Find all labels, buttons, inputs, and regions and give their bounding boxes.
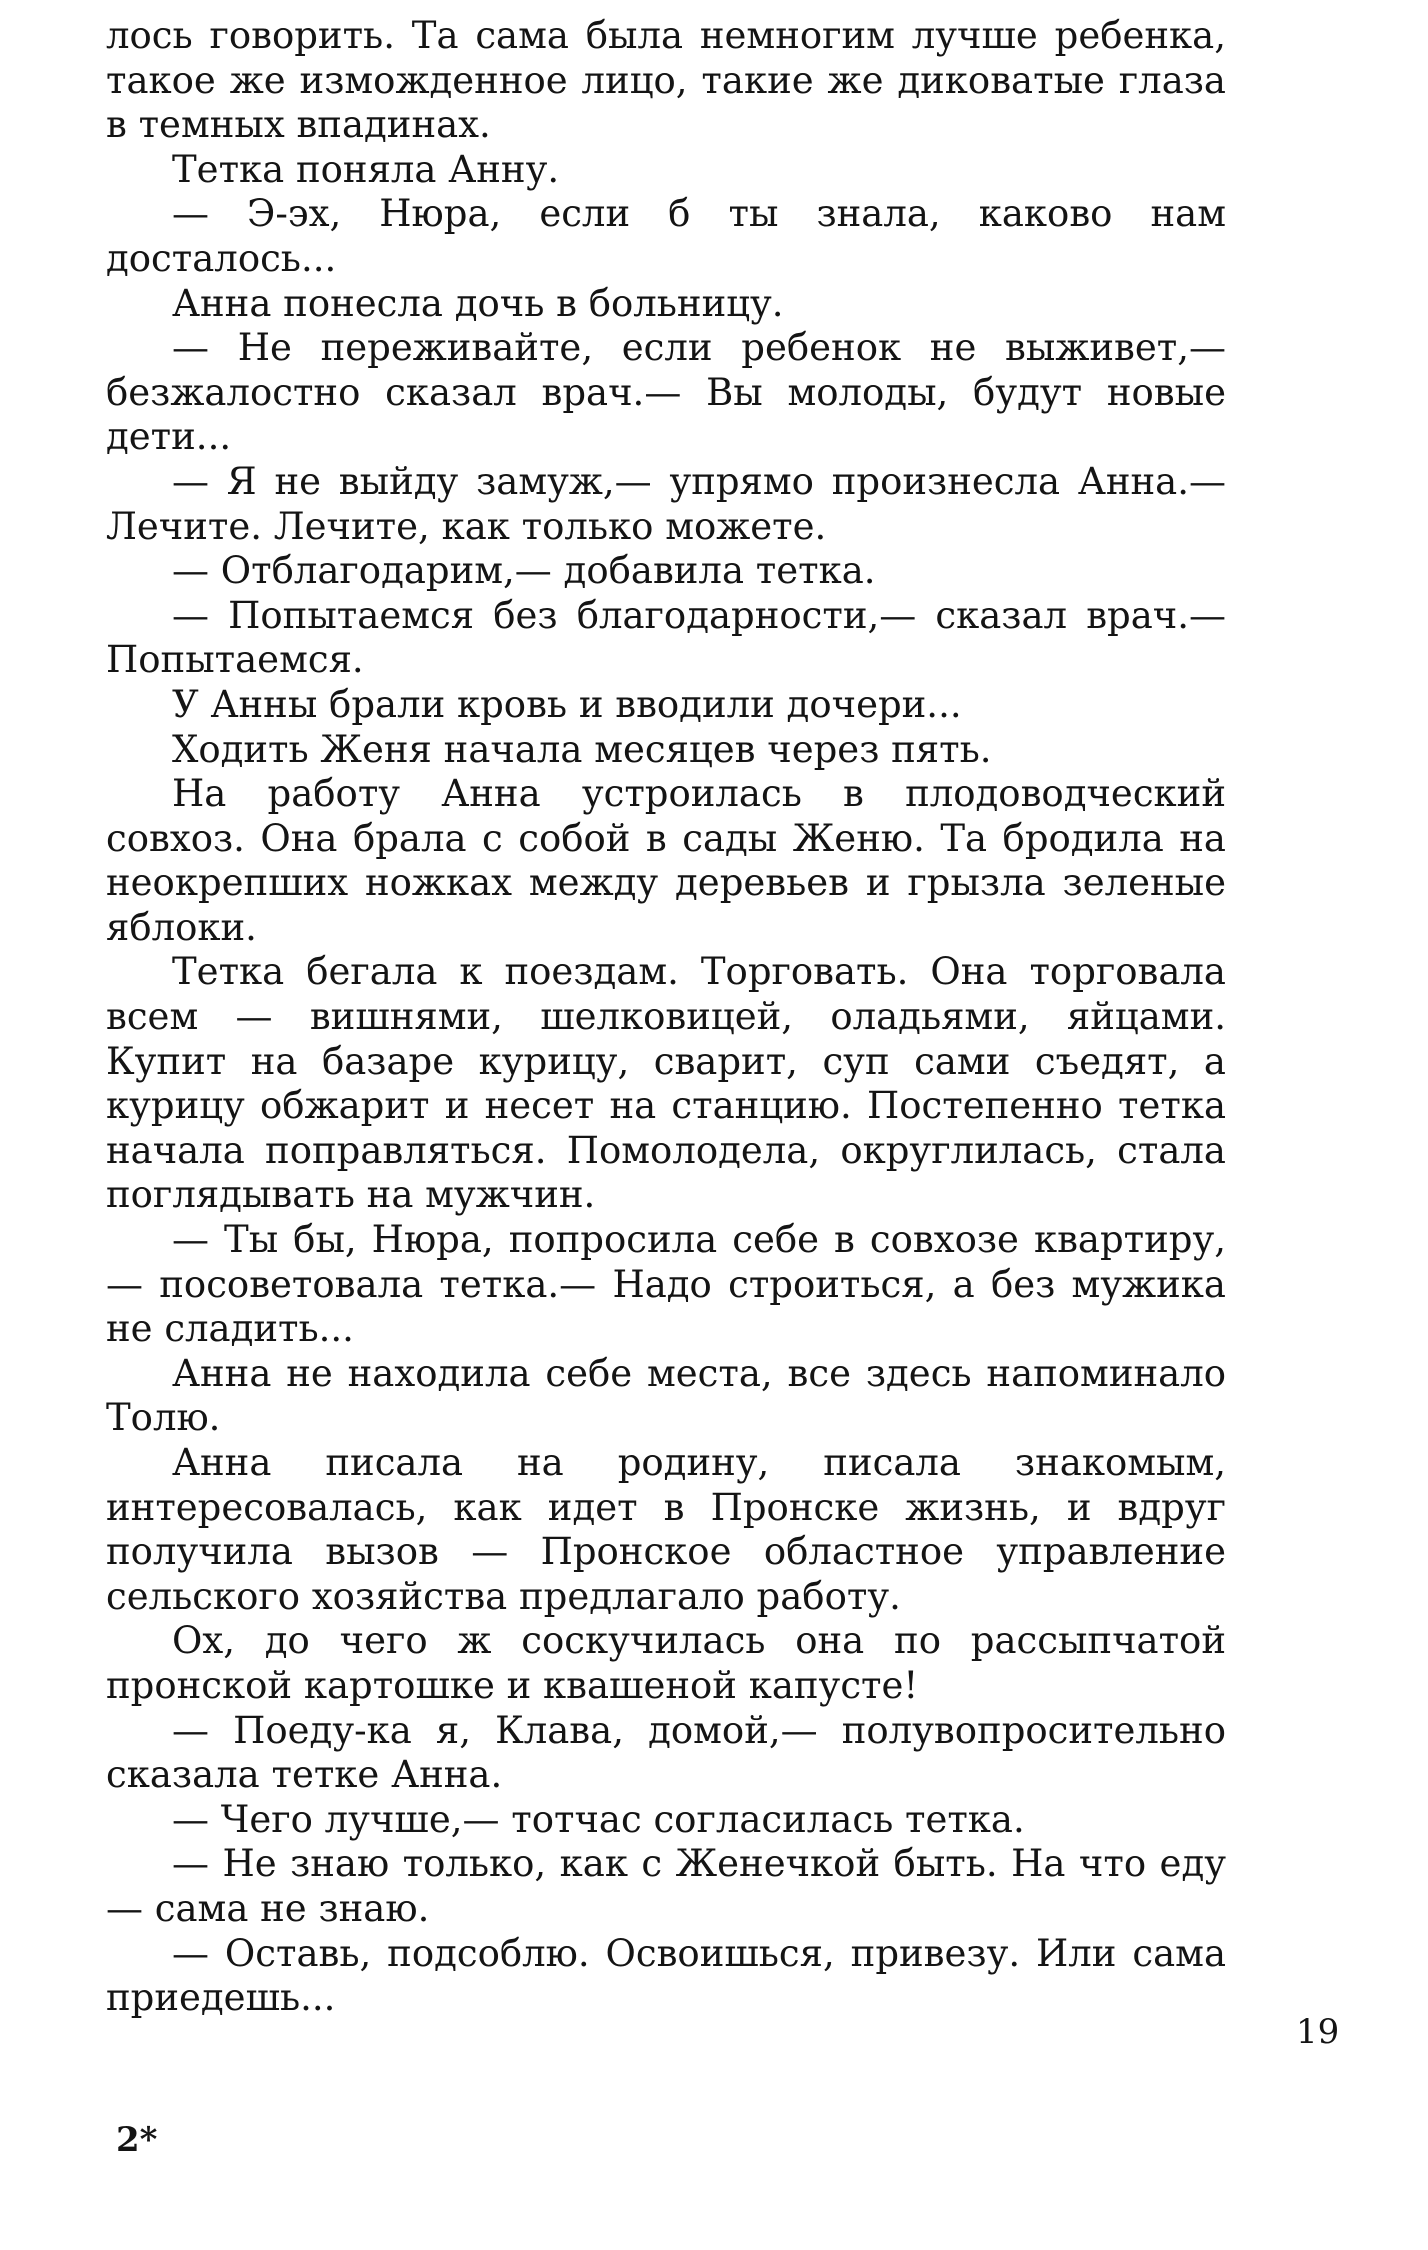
paragraph: — Э-эх, Нюра, если б ты знала, каково нам досталось... (106, 192, 1226, 280)
paragraph: — Не знаю только, как с Женечкой быть. На что еду — сама не знаю. (106, 1842, 1226, 1930)
paragraph: На работу Анна устроилась в плодоводческий совхоз. Она брала с собой в сады Женю. Та бродила на неокрепших ножках между деревьев и грызла зеленые яблоки. (106, 772, 1226, 949)
paragraph: — Я не выйду замуж,— упрямо произнесла Анна.— Лечите. Лечите, как только можете. (106, 459, 1226, 548)
paragraph: Анна не находила себе места, все здесь напоминало Толю. (106, 1351, 1226, 1440)
paragraph: — Не переживайте, если ребенок не выживет,— безжалостно сказал врач.— Вы молоды, будут новые дети... (106, 326, 1226, 459)
paragraph: У Анны брали кровь и вводили дочери... (172, 682, 962, 726)
paragraph: — Чего лучше,— тотчас согласилась тетка. (172, 1797, 1025, 1841)
paragraph: Ходить Женя начала месяцев через пять. (172, 727, 992, 771)
signature-mark: 2* (116, 2120, 158, 2160)
paragraph: лось говорить. Та сама была немногим лучше ребенка, такое же изможденное лицо, такие же диковатые глаза в темных впадинах. (106, 14, 1226, 147)
paragraph: Тетка поняла Анну. (172, 147, 560, 191)
paragraph: Тетка бегала к поездам. Торговать. Она торговала всем — вишнями, шелковицей, оладьями, яйцами. Купит на базаре курицу, сварит, суп сами съедят, а курицу обжарит и несет на станцию. Постепенно тетка начала поправляться. Помолодела, округлилась, стала поглядывать на мужчин. (106, 950, 1226, 1217)
page-number: 19 (1296, 2012, 1340, 2052)
paragraph: Ох, до чего ж соскучилась она по рассыпчатой пронской картошке и квашеной капусте! (106, 1619, 1226, 1707)
paragraph: — Поеду-ка я, Клава, домой,— полувопросительно сказала тетке Анна. (106, 1708, 1226, 1797)
paragraph: — Оставь, подсоблю. Освоишься, привезу. Или сама приедешь... (106, 1931, 1226, 2020)
paragraph: — Отблагодарим,— добавила тетка. (172, 549, 876, 593)
paragraph: Анна понесла дочь в больницу. (172, 281, 784, 325)
paragraph: Анна писала на родину, писала знакомым, интересовалась, как идет в Пронске жизнь, и вдруг получила вызов — Пронское областное управление сельского хозяйства предлагало работу. (106, 1441, 1226, 1618)
paragraph: — Ты бы, Нюра, попросила себе в совхозе квартиру,— посоветовала тетка.— Надо строиться, а без мужика не сладить... (106, 1218, 1226, 1351)
paragraph: — Попытаемся без благодарности,— сказал врач.— Попытаемся. (106, 593, 1226, 682)
page-text (106, 14, 1226, 2021)
